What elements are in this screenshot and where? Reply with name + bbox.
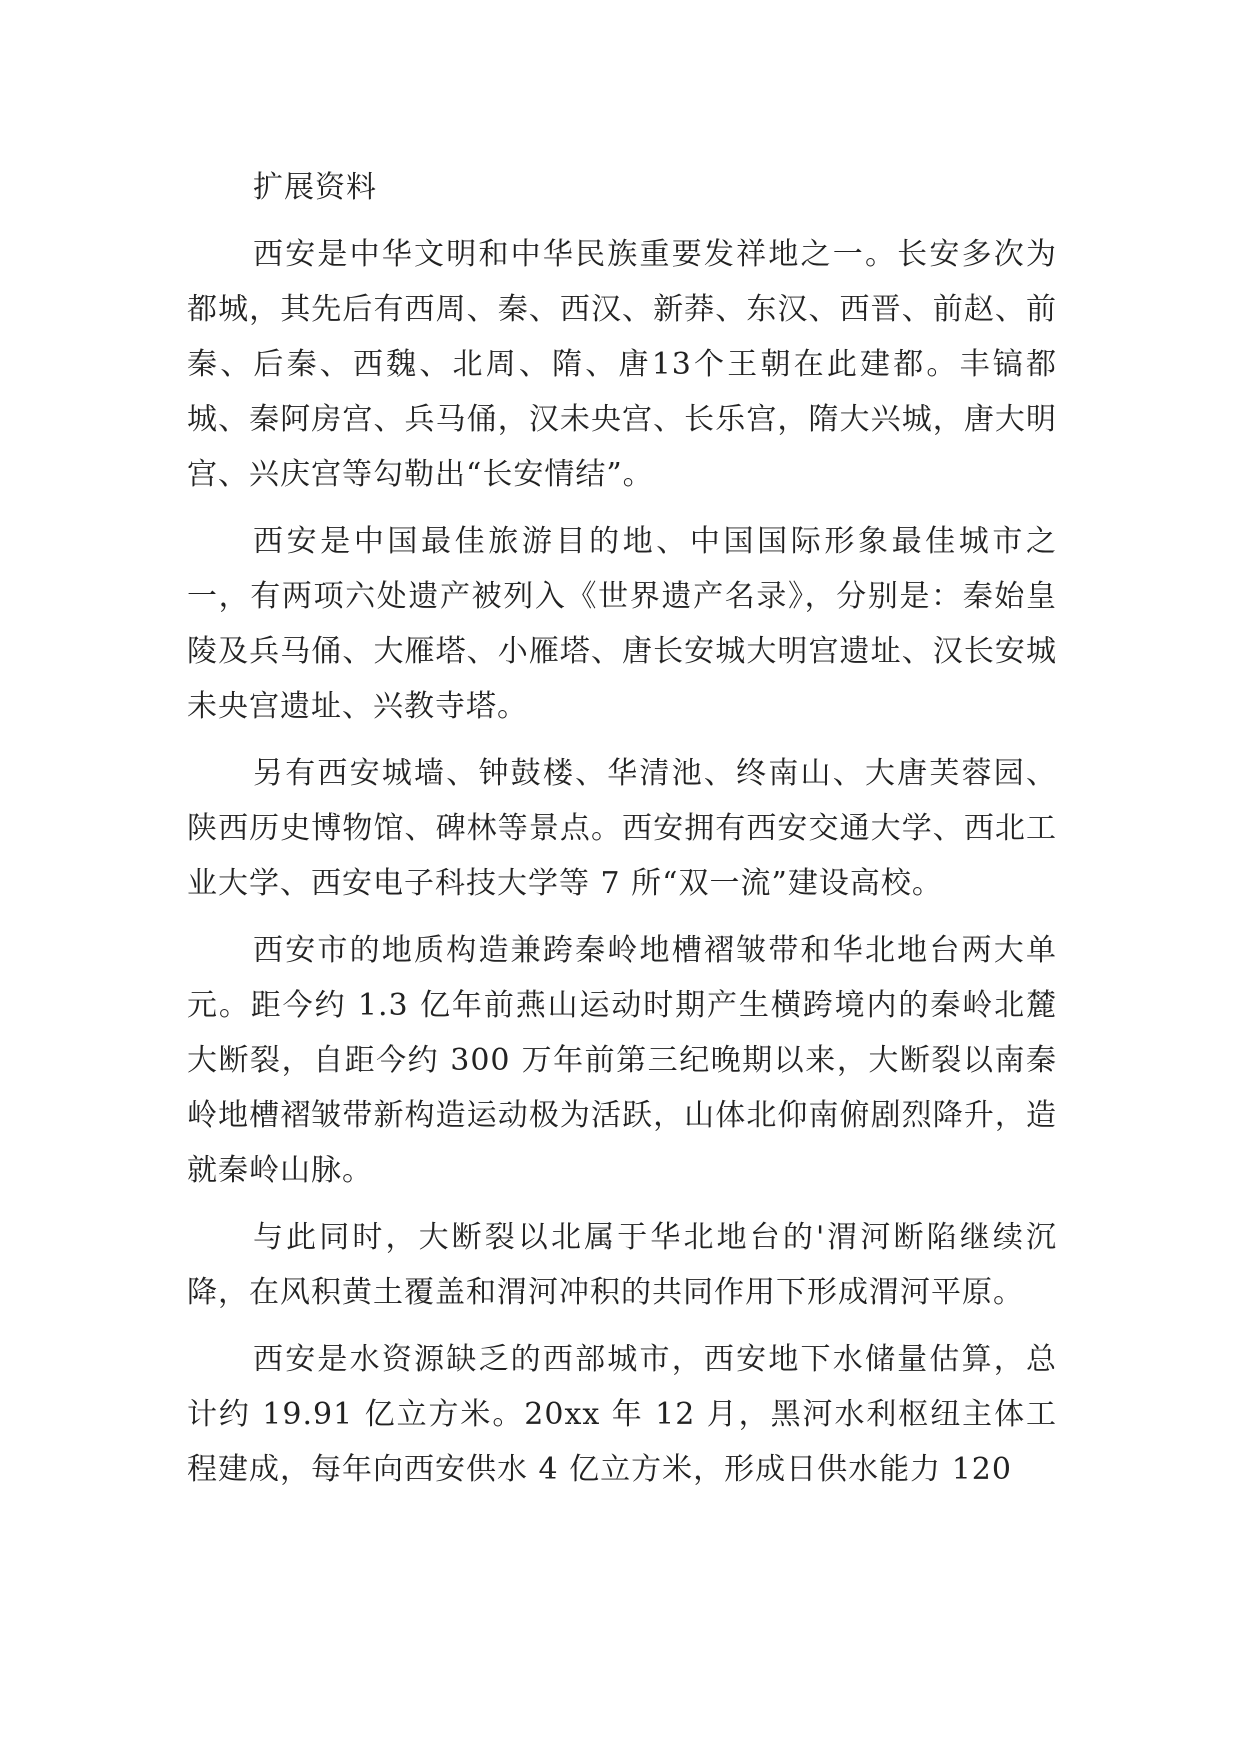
paragraph-attractions: 另有西安城墙、钟鼓楼、华清池、终南山、大唐芙蓉园、陕西历史博物馆、碑林等景点。西安拥有西安交通大学、西北工业大学、西安电子科技大学等 7 所“双一流”建设高校。 — [187, 756, 1057, 901]
document-body — [187, 160, 1057, 1509]
paragraph-geology: 西安市的地质构造兼跨秦岭地槽褶皱带和华北地台两大单元。距今约 1.3 亿年前燕山运动时期产生横跨境内的秦岭北麓大断裂，自距今约 300 万年前第三纪晚期以来，大断裂以南秦岭地槽褶皱带新构造运动极为活跃，山体北仰南俯剧烈降升，造就秦岭山脉。 — [187, 933, 1057, 1188]
paragraph-history: 西安是中华文明和中华民族重要发祥地之一。长安多次为都城，其先后有西周、秦、西汉、新莽、东汉、西晋、前赵、前秦、后秦、西魏、北周、隋、唐13个王朝在此建都。丰镐都城、秦阿房宫、兵马俑，汉未央宫、长乐宫，隋大兴城，唐大明宫、兴庆宫等勾勒出“长安情结”。 — [187, 237, 1057, 492]
paragraph-water-resources: 西安是水资源缺乏的西部城市，西安地下水储量估算，总计约 19.91 亿立方米。20xx 年 12 月，黑河水利枢纽主体工程建成，每年向西安供水 4 亿立方米，形成日供水能力 120 — [187, 1342, 1057, 1487]
paragraph-tourism: 西安是中国最佳旅游目的地、中国国际形象最佳城市之一，有两项六处遗产被列入《世界遗产名录》，分别是：秦始皇陵及兵马俑、大雁塔、小雁塔、唐长安城大明宫遗址、汉长安城未央宫遗址、兴教寺塔。 — [187, 524, 1057, 724]
paragraph-weihe-plain: 与此同时，大断裂以北属于华北地台的'渭河断陷继续沉降，在风积黄土覆盖和渭河冲积的共同作用下形成渭河平原。 — [187, 1220, 1057, 1310]
section-heading: 扩展资料 — [253, 170, 377, 205]
